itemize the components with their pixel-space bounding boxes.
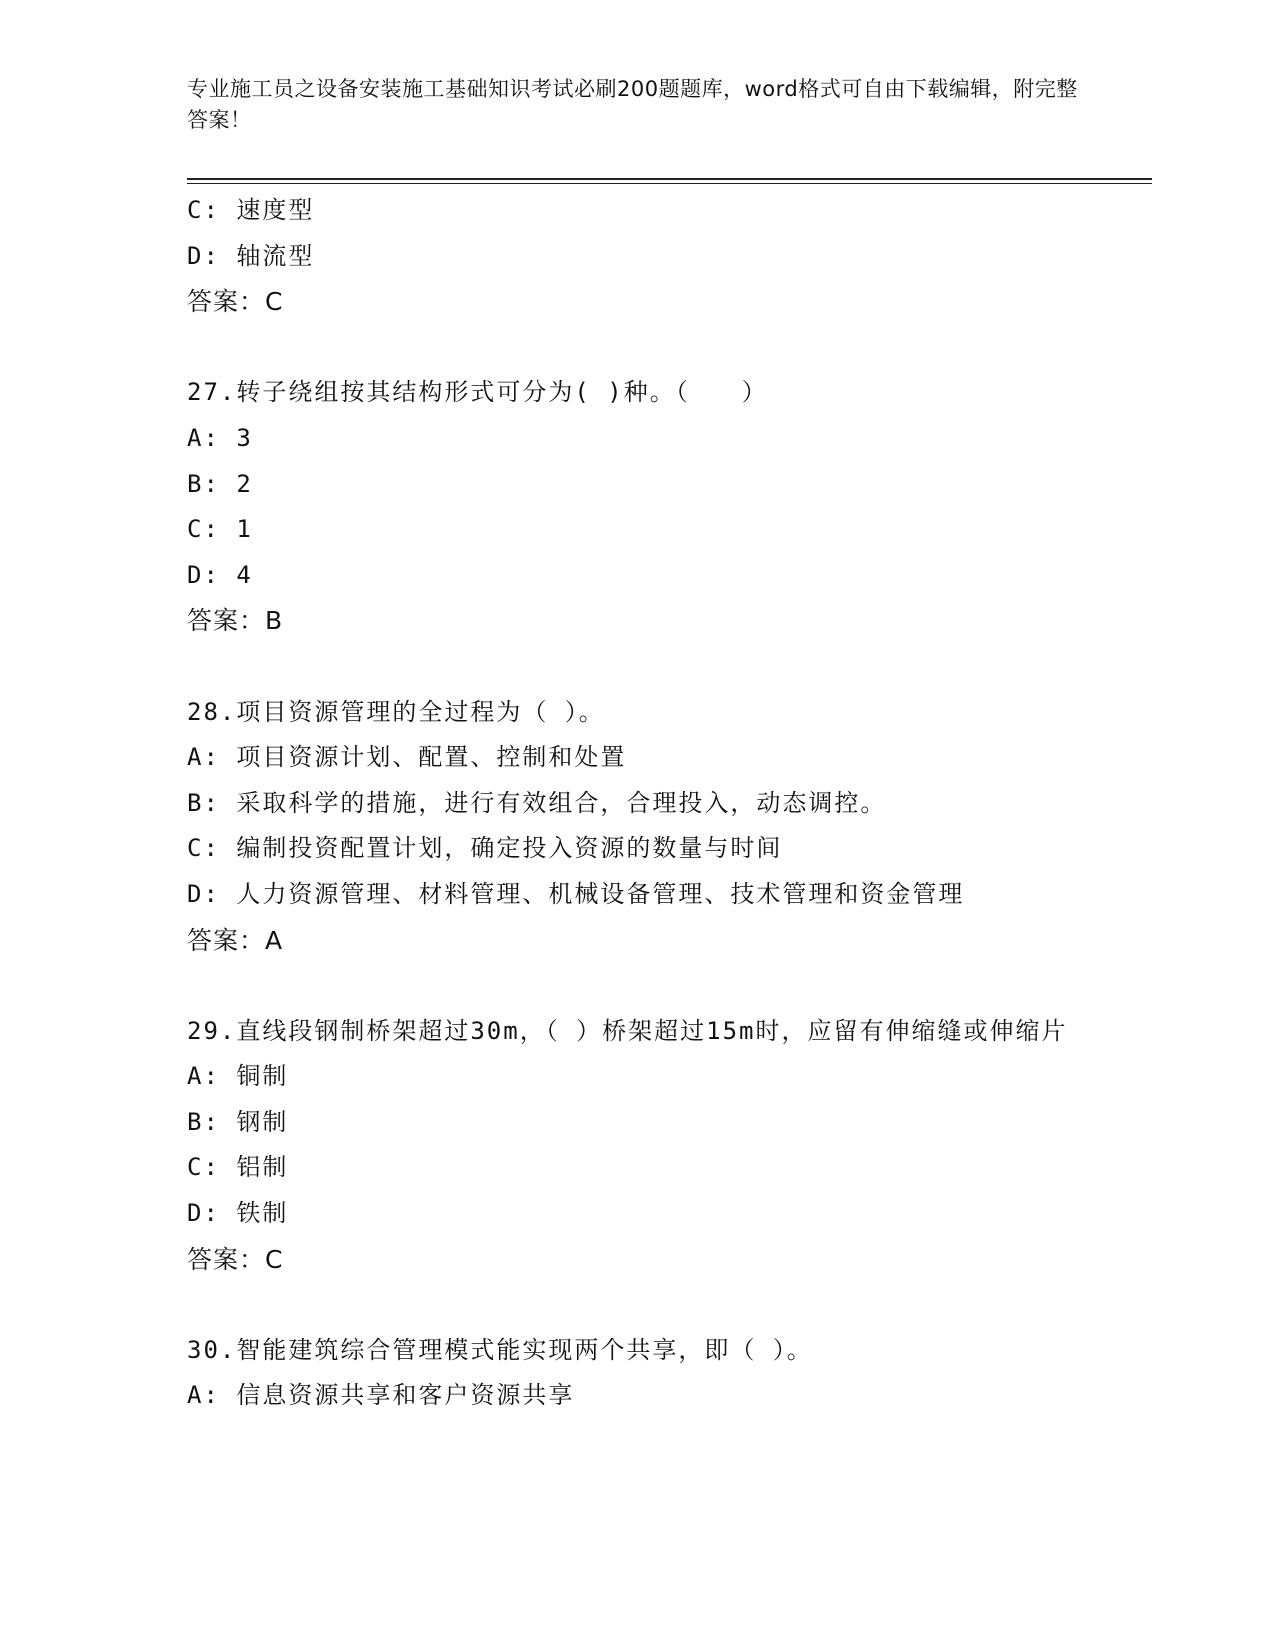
question-block-26 <box>187 188 1087 325</box>
answer-line: 答案：C <box>187 1244 284 1274</box>
option-d: D: 人力资源管理、材料管理、机械设备管理、技术管理和资金管理 <box>187 879 965 908</box>
option-c: C: 编制投资配置计划，确定投入资源的数量与时间 <box>187 834 783 863</box>
option-d: D: 4 <box>187 560 253 589</box>
option-a: A: 3 <box>187 423 253 452</box>
question-block-28 <box>187 690 1087 964</box>
option-c: C: 速度型 <box>187 196 315 224</box>
header-divider <box>187 178 1152 180</box>
question-block-29 <box>187 1009 1087 1283</box>
option-d: D: 轴流型 <box>187 241 315 270</box>
header-divider-thin <box>187 183 1152 184</box>
option-b: B: 钢制 <box>187 1107 289 1136</box>
question-text: 30.智能建筑综合管理模式能实现两个共享，即（ ）。 <box>187 1335 813 1364</box>
option-c: C: 铝制 <box>187 1153 289 1182</box>
answer-line: 答案：C <box>187 287 284 317</box>
question-block-30 <box>187 1328 1087 1419</box>
question-list <box>187 188 1087 1419</box>
document-header: 专业施工员之设备安装施工基础知识考试必刷200题题库，word格式可自由下载编辑，附完整答案！ <box>187 77 1078 132</box>
option-a: A: 项目资源计划、配置、控制和处置 <box>187 743 627 772</box>
question-text: 29.直线段钢制桥架超过30m，（ ）桥架超过15m时，应留有伸缩缝或伸缩片 <box>187 1016 1068 1045</box>
option-b: B: 2 <box>187 469 253 498</box>
question-text: 28.项目资源管理的全过程为（ ）。 <box>187 697 605 726</box>
option-a: A: 信息资源共享和客户资源共享 <box>187 1381 575 1410</box>
option-b: B: 采取科学的措施，进行有效组合，合理投入，动态调控。 <box>187 788 887 817</box>
answer-line: 答案：A <box>187 925 284 955</box>
option-c: C: 1 <box>187 515 253 544</box>
option-a: A: 铜制 <box>187 1062 289 1091</box>
option-d: D: 铁制 <box>187 1199 289 1228</box>
question-text: 27.转子绕组按其结构形式可分为( )种。（ ） <box>187 378 768 407</box>
answer-line: 答案：B <box>187 606 284 636</box>
question-block-27 <box>187 370 1087 644</box>
